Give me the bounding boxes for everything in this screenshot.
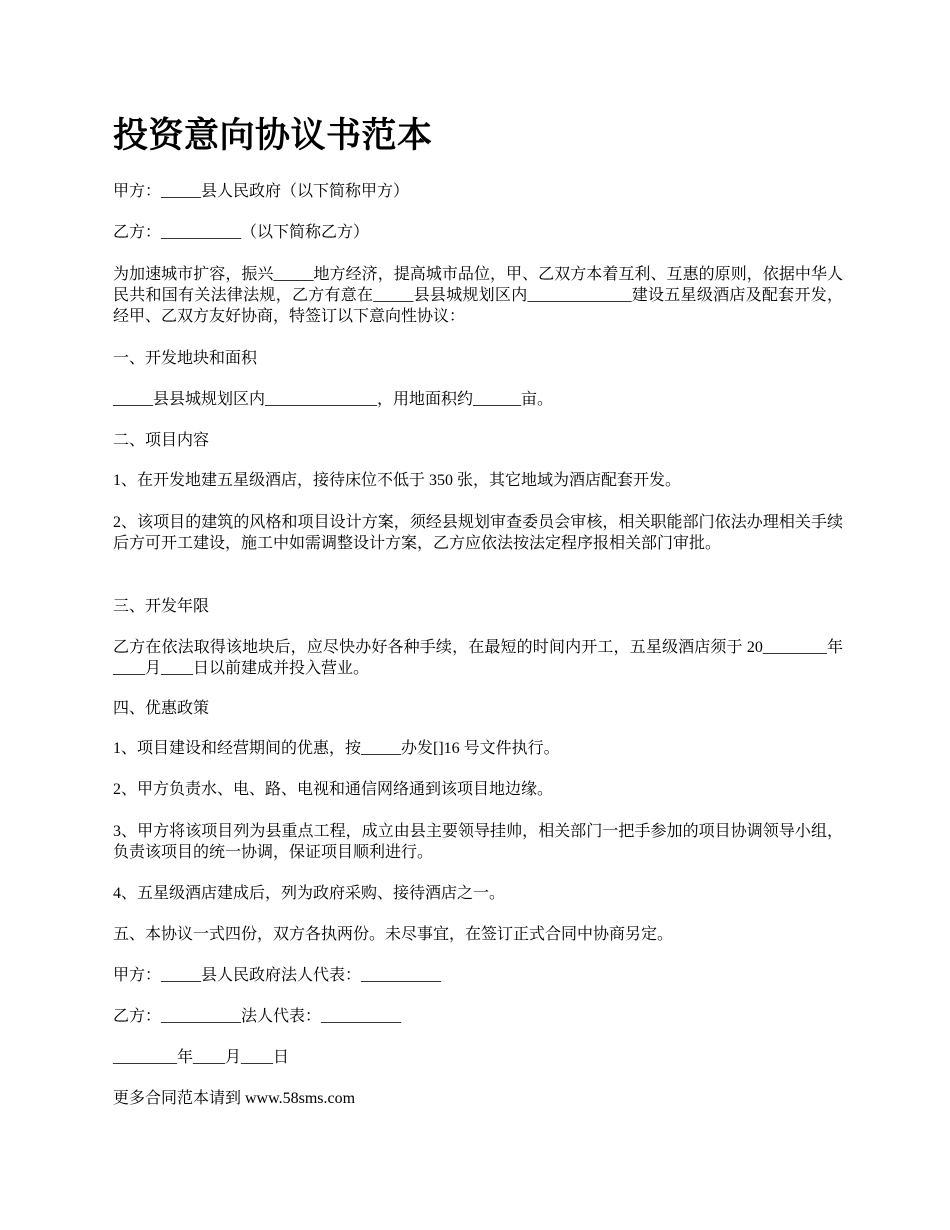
footer-note: 更多合同范本请到 www.58sms.com xyxy=(113,1090,356,1107)
signature-party-a: 甲方：_____县人民政府法人代表：__________ xyxy=(113,967,442,984)
section-4-item-2: 2、甲方负责水、电、路、电视和通信网络通到该项目地边缘。 xyxy=(113,781,554,798)
section-3-text: 乙方在依法取得该地块后，应尽快办好各种手续，在最短的时间内开工，五星级酒店须于 20________年____月____日以前建成并投入营业。 xyxy=(113,639,843,677)
signature-party-b: 乙方：__________法人代表：__________ xyxy=(113,1008,402,1025)
section-4-item-3: 3、甲方将该项目列为县重点工程，成立由县主要领导挂帅，相关部门一把手参加的项目协调领导小组，负责该项目的统一协调，保证项目顺利进行。 xyxy=(113,823,843,861)
signature-date: ________年____月____日 xyxy=(113,1049,290,1066)
section-1-text: _____县县城规划区内______________，用地面积约______亩。 xyxy=(113,391,554,408)
intro-paragraph: 为加速城市扩容，振兴_____地方经济，提高城市品位，甲、乙双方本着互利、互惠的原则，依据中华人民共和国有关法律法规，乙方有意在_____县县城规划区内_____________建设五星级酒店及配套开发，经甲、乙双方友好协商，特签订以下意向性协议： xyxy=(113,266,843,325)
section-4-item-1: 1、项目建设和经营期间的优惠，按_____办发[]16 号文件执行。 xyxy=(113,740,560,757)
party-b-line: 乙方：__________（以下简称乙方） xyxy=(113,224,370,241)
section-5-text: 五、本协议一式四份，双方各执两份。未尽事宜，在签订正式合同中协商另定。 xyxy=(113,926,674,943)
section-2-item-2: 2、该项目的建筑的风格和项目设计方案，须经县规划审查委员会审核，相关职能部门依法办理相关手续后方可开工建设，施工中如需调整设计方案，乙方应依法按法定程序报相关部门审批。 xyxy=(113,514,843,552)
page-title: 投资意向协议书范本 xyxy=(113,116,433,155)
section-1-heading: 一、开发地块和面积 xyxy=(113,350,258,367)
section-3-heading: 三、开发年限 xyxy=(113,598,210,615)
section-4-item-4: 4、五星级酒店建成后，列为政府采购、接待酒店之一。 xyxy=(113,885,506,902)
section-2-item-1: 1、在开发地建五星级酒店，接待床位不低于 350 张，其它地域为酒店配套开发。 xyxy=(113,472,682,489)
section-4-heading: 四、优惠政策 xyxy=(113,700,210,717)
party-a-line: 甲方：_____县人民政府（以下简称甲方） xyxy=(113,183,410,200)
section-2-heading: 二、项目内容 xyxy=(113,432,210,449)
